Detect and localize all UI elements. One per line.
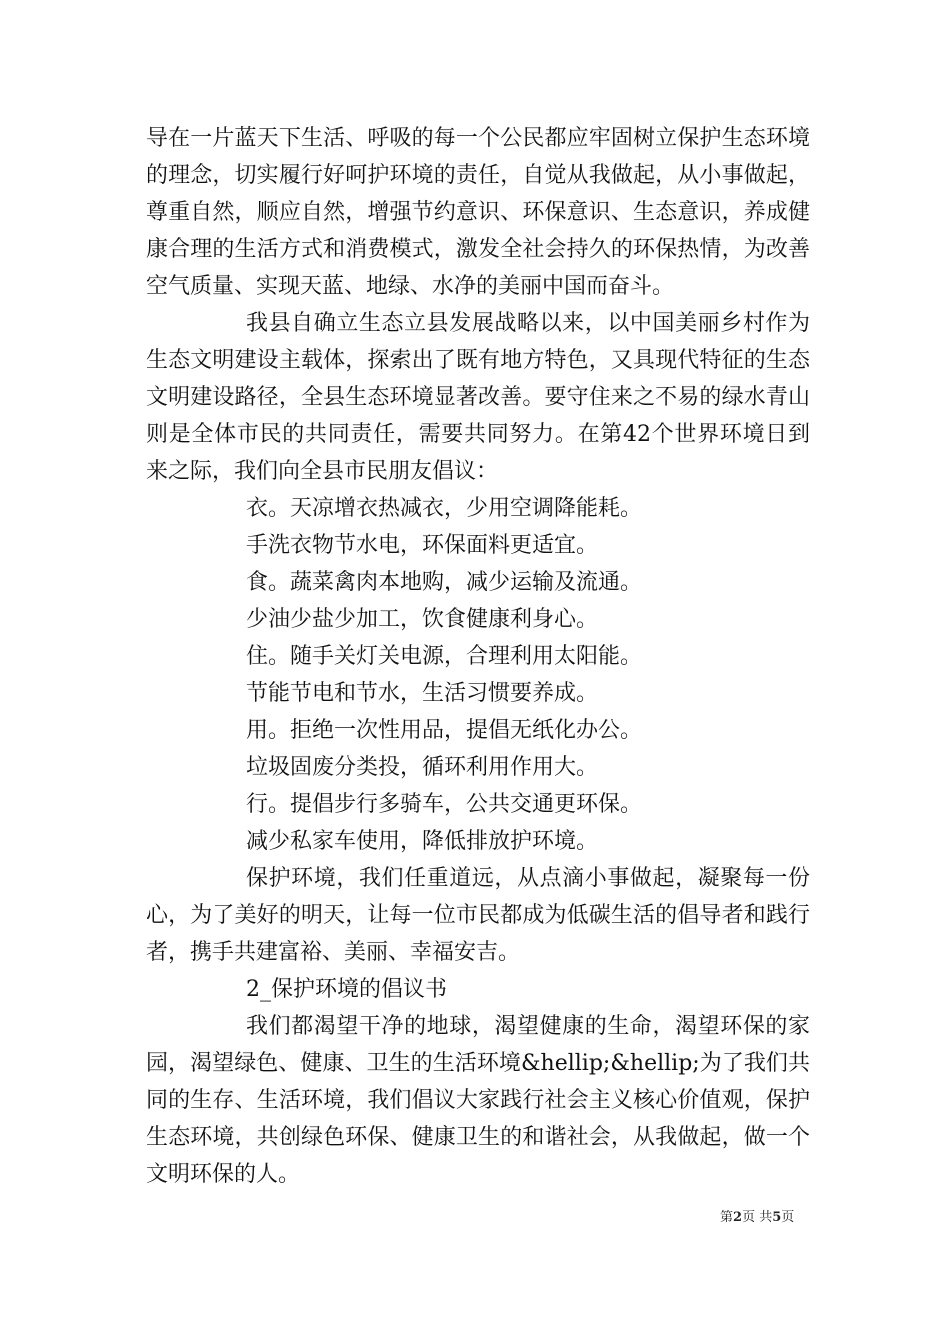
footer-total-pages: 5: [772, 1210, 782, 1225]
paragraph-section-body: 我们都渴望干净的地球，渴望健康的生命，渴望环保的家园，渴望绿色、健康、卫生的生活环境&hellip;&hellip;为了我们共同的生存、生活环境，我们倡议大家践行社会主义核心价值观，保护生态环境，共创绿色环保、健康卫生的和谐社会，从我做起，做一个文明环保的人。: [146, 1014, 810, 1187]
paragraph-continuation: 导在一片蓝天下生活、呼吸的每一个公民都应牢固树立保护生态环境的理念，切实履行好呵护环境的责任，自觉从我做起，从小事做起，尊重自然，顺应自然，增强节约意识、环保意识、生态意识，养成健康合理的生活方式和消费模式，激发全社会持久的环保热情，为改善空气质量、实现天蓝、地绿、水净的美丽中国而奋斗。: [146, 126, 810, 299]
footer-prefix: 第: [720, 1210, 734, 1225]
verse-line: 食。蔬菜禽肉本地购，减少运输及流通。: [246, 570, 643, 595]
footer-middle: 页 共: [742, 1210, 773, 1225]
paragraph-county-strategy: 我县自确立生态立县发展战略以来，以中国美丽乡村作为生态文明建设主载体，探索出了既有地方特色，又具现代特征的生态文明建设路径，全县生态环境显著改善。要守住来之不易的绿水青山则是全体市民的共同责任，需要共同努力。在第42个世界环境日到来之际，我们向全县市民朋友倡议：: [146, 311, 810, 484]
verse-line: 衣。天凉增衣热减衣，少用空调降能耗。: [246, 496, 643, 521]
footer-current-page: 2: [733, 1210, 743, 1225]
verse-line: 用。拒绝一次性用品，提倡无纸化办公。: [246, 718, 643, 743]
verse-line: 住。随手关灯关电源，合理利用太阳能。: [246, 644, 643, 669]
verse-line: 减少私家车使用，降低排放护环境。: [246, 829, 599, 854]
page-footer: [720, 1209, 810, 1227]
verse-line: 节能节电和节水，生活习惯要养成。: [246, 681, 599, 706]
verse-line: 手洗衣物节水电，环保面料更适宜。: [246, 533, 599, 558]
verse-line: 少油少盐少加工，饮食健康利身心。: [246, 607, 599, 632]
verse-line: 垃圾固废分类投，循环利用作用大。: [246, 755, 599, 780]
footer-suffix: 页: [781, 1210, 795, 1225]
document-body: [146, 120, 810, 1193]
paragraph-closing: 保护环境，我们任重道远，从点滴小事做起，凝聚每一份心，为了美好的明天，让每一位市民都成为低碳生活的倡导者和践行者，携手共建富裕、美丽、幸福安吉。: [146, 866, 810, 965]
verse-line: 行。提倡步行多骑车，公共交通更环保。: [246, 792, 643, 817]
section-title: 2_保护环境的倡议书: [246, 977, 447, 1002]
